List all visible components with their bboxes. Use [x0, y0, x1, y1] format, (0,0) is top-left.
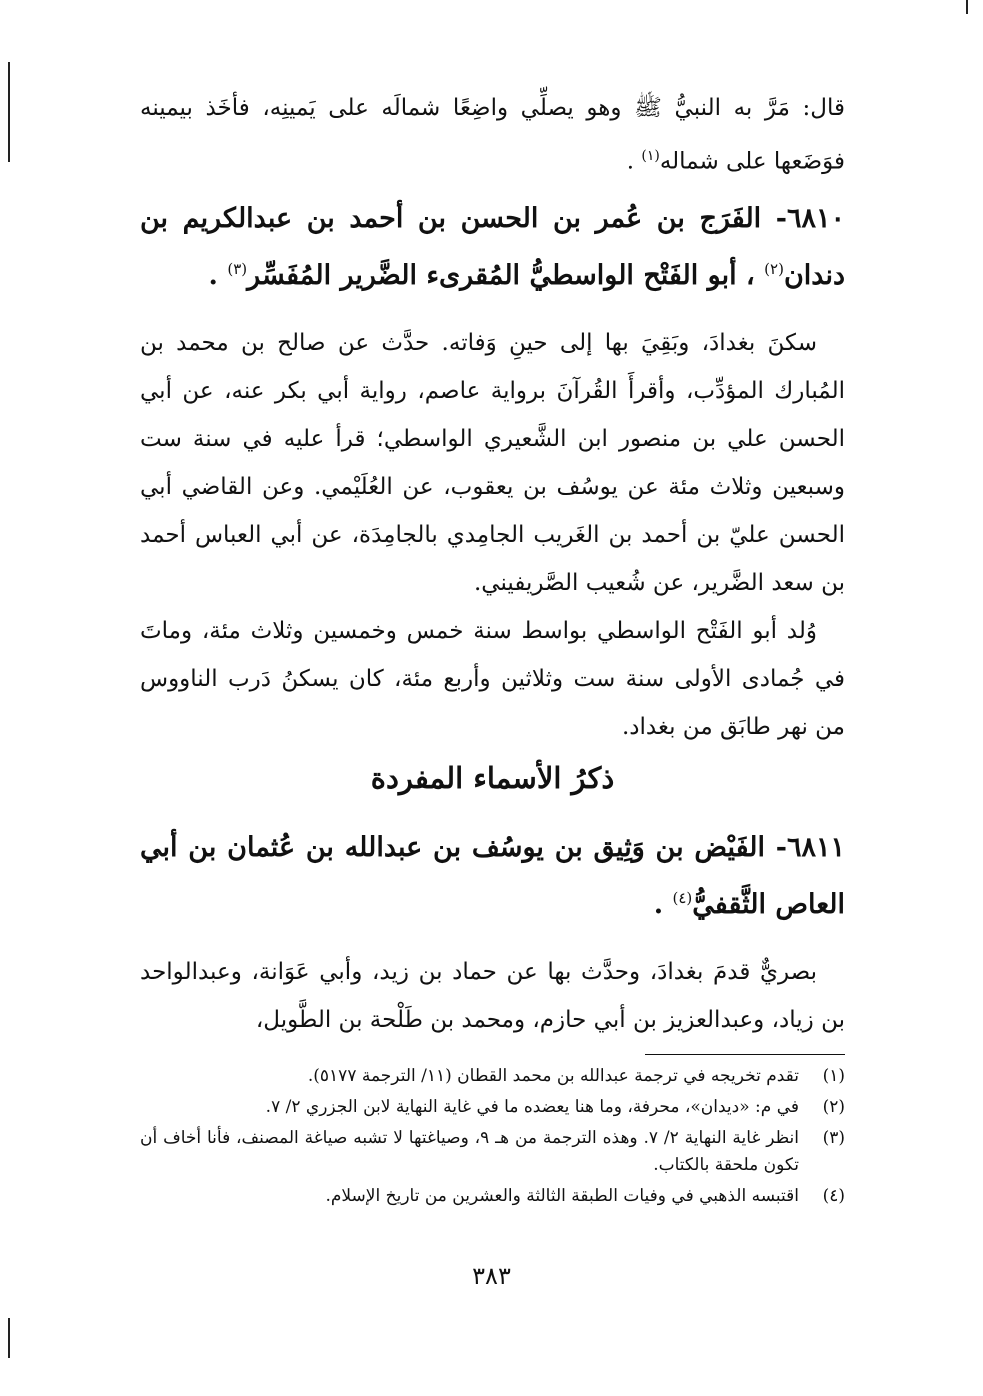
- scan-edge-line-left-bottom: [8, 1318, 10, 1358]
- entry-6811-name: ٦٨١١- الفَيْض بن وَثِيق بن يوسُف بن عبدالله بن عُثمان بن أبي العاص الثَّقفيُّ: [140, 831, 845, 920]
- footnote-number: (٤): [822, 1185, 845, 1206]
- page-number: ٣٨٣: [472, 1262, 511, 1290]
- entry-6811-paragraph-1: بصريٌّ قدمَ بغدادَ، وحدَّث بها عن حماد بن زيد، وأبي عَوَانة، وعبدالواحد بن زياد، وعبدالعزيز بن أبي حازم، ومحمد بن طَلْحة بن الطَّويل،: [140, 958, 845, 1033]
- section-heading: ذكرُ الأسماء المفردة: [370, 760, 615, 795]
- page-body: [140, 84, 845, 1214]
- scan-edge-line-left-top: [8, 62, 10, 162]
- entry-6811-title: [140, 823, 845, 930]
- footnote-text: تقدم تخريجه في ترجمة عبدالله بن محمد القطان (١١/ الترجمة ٥١٧٧).: [307, 1065, 799, 1086]
- opening-paragraph: [140, 84, 845, 186]
- opening-paragraph-end: .: [626, 148, 642, 175]
- footnote-text: انظر غاية النهاية ٢/ ٧. وهذه الترجمة من هـ ٩، وصياغتها لا تشبه صياغة المصنف، فأنا أخاف أن تكون ملحقة بالكتاب.: [140, 1127, 799, 1175]
- entry-6810-paragraph-1: سكنَ بغدادَ، وبَقِيَ بها إلى حينِ وَفاته. حدَّث عن صالح بن محمد بن المُبارك المؤدِّب، وأقرأَ القُرآنَ برواية عاصم، رواية أبي بكر عنه، عن أبي الحسن علي بن منصور ابن الشَّعيري الواسطي؛ قرأ عليه في سنة ست وسبعين وثلاث مئة عن يوسُف بن يعقوب، عن العُلَيْمي. وعن القاضي أبي الحسن عليّ بن أحمد بن الغَريب الجامِدي بالجامِدَة، عن أبي العباس أحمد بن سعد الضَّرير، عن شُعيب الصَّريفيني.: [140, 329, 845, 596]
- footnote-ref-1: (١): [641, 148, 660, 164]
- entry-6810-end: .: [208, 259, 228, 291]
- footnote-text: اقتبسه الذهبي في وفيات الطبقة الثالثة والعشرين من تاريخ الإسلام.: [325, 1185, 799, 1206]
- entry-6811-end: .: [653, 888, 673, 920]
- footnote-separator: [645, 1054, 845, 1055]
- footnotes: [140, 1063, 845, 1210]
- footnote-4: [140, 1183, 845, 1210]
- footnote-3: [140, 1125, 845, 1179]
- footnote-ref-2: (٢): [764, 259, 784, 278]
- entry-6810-paragraph-2: وُلد أبو الفَتْح الواسطي بواسط سنة خمس وخمسين وثلاث مئة، وماتَ في جُمادى الأولى سنة ست وثلاثين وأربع مئة، كان يسكنُ دَرب الناووس من نهر طابَق من بغداد.: [140, 617, 845, 740]
- entry-6810-name: ٦٨١٠- الفَرَج بن عُمر بن الحسن بن أحمد بن عبدالكريم بن دندان: [140, 202, 845, 291]
- footnote-ref-4: (٤): [672, 888, 693, 907]
- footnote-number: (١): [822, 1065, 845, 1086]
- entry-6810-title: [140, 194, 845, 301]
- footnote-number: (٣): [822, 1127, 845, 1148]
- footnote-text: في م: «ديدان»، محرفة، وما هنا يعضده ما في غاية النهاية لابن الجزري ٢/ ٧.: [265, 1096, 799, 1117]
- footnote-1: [140, 1063, 845, 1090]
- footnote-number: (٢): [822, 1096, 845, 1117]
- footnote-ref-3: (٣): [227, 259, 248, 278]
- scan-edge-line-right-top: [966, 0, 968, 14]
- entry-6810-kunya: ، أبو الفَتْح الواسطيُّ المُقرىء الضَّرير المُفَسِّر: [247, 259, 765, 291]
- footnote-2: [140, 1094, 845, 1121]
- opening-paragraph-text: قال: مَرَّ به النبيُّ ﷺ وهو يصلِّي واضِعًا شمالَه على يَمينِه، فأخَذ بيمينه فوَضَعها على شماله: [140, 95, 845, 175]
